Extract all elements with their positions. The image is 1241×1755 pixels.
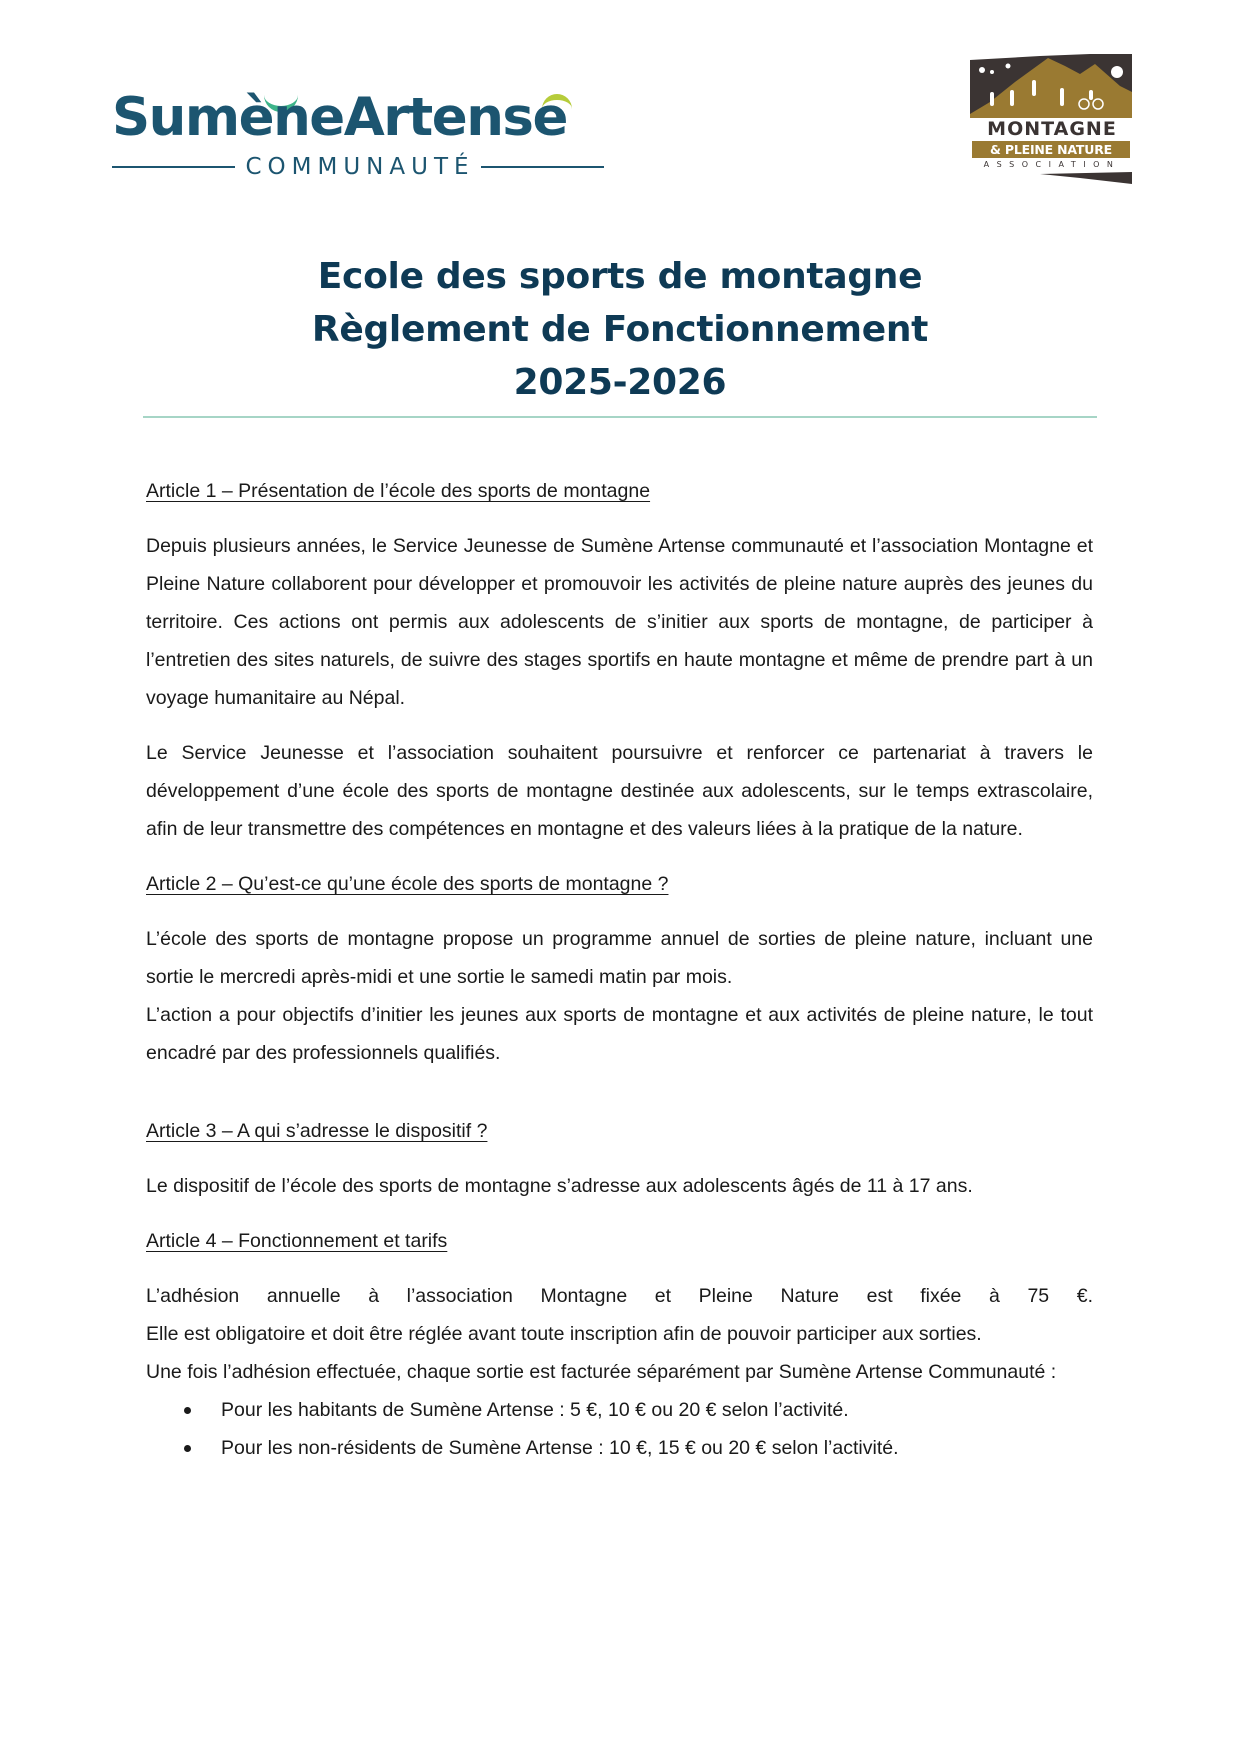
logo-rule-right: [481, 166, 604, 168]
article-paragraph: L’action a pour objectifs d’initier les jeunes aux sports de montagne et aux activités de pleine nature, le tout encadré par des professionnels qualifiés.: [146, 1004, 1093, 1064]
article-paragraph: L’adhésion annuelle à l’association Montagne et Pleine Nature est fixée à 75 €.: [146, 1285, 1093, 1307]
list-item-text: Pour les non-résidents de Sumène Artense : 10 €, 15 € ou 20 € selon l’activité.: [221, 1437, 899, 1459]
article-heading: Article 4 – Fonctionnement et tarifs: [146, 1230, 448, 1252]
article-paragraph: Le dispositif de l’école des sports de montagne s’adresse aux adolescents âgés de 11 à 17 ans.: [146, 1175, 973, 1197]
title-line-1: Ecole des sports de montagne: [317, 256, 923, 297]
article-4: [146, 1222, 1093, 1467]
logo-subtitle-row: [112, 152, 604, 182]
document-body: [146, 472, 1093, 1467]
article-heading: Article 2 – Qu’est-ce qu’une école des sports de montagne ?: [146, 873, 669, 895]
bullet-icon: [184, 1445, 191, 1452]
list-item: [146, 1429, 1093, 1467]
title-divider: [143, 416, 1097, 418]
article-heading: Article 3 – A qui s’adresse le dispositif ?: [146, 1120, 488, 1142]
logo-rule-left: [112, 166, 235, 168]
tariff-list: [146, 1391, 1093, 1467]
article-2: [146, 865, 1093, 1072]
list-item-text: Pour les habitants de Sumène Artense : 5 €, 10 € ou 20 € selon l’activité.: [221, 1399, 849, 1421]
document-title: [140, 250, 1100, 409]
article-paragraph: Le Service Jeunesse et l’association souhaitent poursuivre et renforcer ce partenariat à travers le développement d’une école des sports de montagne destinée aux adolescents, sur le temps extrascolaire, afin de leur transmettre des compétences en montagne et des valeurs liées à la pratique de la nature.: [146, 742, 1093, 840]
bullet-icon: [184, 1407, 191, 1414]
logo-association-label: ASSOCIATION: [983, 160, 1121, 169]
montagne-pleine-nature-logo: [970, 52, 1132, 184]
article-heading: Article 1 – Présentation de l’école des sports de montagne: [146, 480, 651, 502]
article-3: [146, 1112, 1093, 1205]
article-1: [146, 472, 1093, 848]
logo-swoosh-icon: [1040, 172, 1132, 184]
article-paragraph: L’école des sports de montagne propose un programme annuel de sorties de pleine nature, incluant une sortie le mercredi après-midi et une sortie le samedi matin par mois.: [146, 928, 1093, 988]
article-paragraph: Depuis plusieurs années, le Service Jeunesse de Sumène Artense communauté et l’association Montagne et Pleine Nature collaborent pour développer et promouvoir les activités de pleine nature auprès des jeunes du territoire. Ces actions ont permis aux adolescents de s’initier aux sports de montagne, de participer à l’entretien des sites naturels, de suivre des stages sportifs en haute montagne et même de prendre part à un voyage humanitaire au Népal.: [146, 535, 1093, 709]
logo-title: MONTAGNE: [987, 118, 1117, 140]
title-line-3: 2025-2026: [513, 362, 727, 403]
article-paragraph: Une fois l’adhésion effectuée, chaque sortie est facturée séparément par Sumène Artense Communauté :: [146, 1361, 1057, 1383]
mountain-illustration-icon: [970, 52, 1132, 118]
logo-wordmark: SumèneArtense: [112, 87, 567, 148]
sumene-artense-logo: [112, 88, 604, 184]
logo-subtitle: COMMUNAUTÉ: [245, 154, 475, 180]
article-paragraph: Elle est obligatoire et doit être réglée avant toute inscription afin de pouvoir participer aux sorties.: [146, 1323, 982, 1345]
title-line-2: Règlement de Fonctionnement: [311, 309, 929, 350]
list-item: [146, 1391, 1093, 1429]
logo-band: & PLEINE NATURE: [972, 141, 1130, 158]
